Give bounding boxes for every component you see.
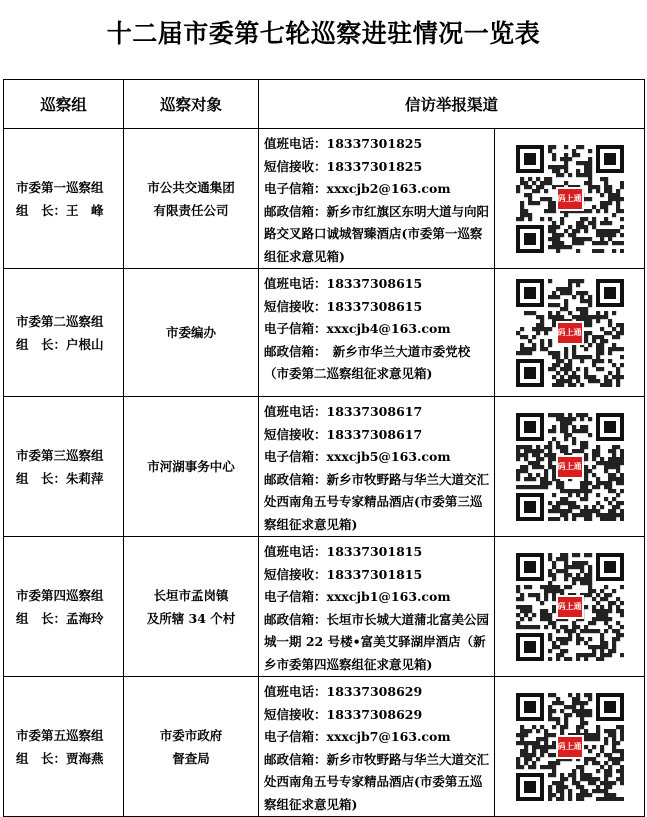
group-cell [4,537,124,677]
group-name: 市委第一巡察组 [16,179,104,195]
qr-code-icon[interactable] [516,553,624,661]
header-group: 巡察组 [4,80,124,129]
duty-phone: 值班电话：18337301825 [264,136,423,151]
qr-cell [495,677,645,817]
postal-box: 邮政信箱：新乡市牧野路与华兰大道交汇处西南角五号专家精品酒店(市委第五巡察组征求意见箱) [264,751,490,812]
channel-cell [259,129,495,269]
qr-cell [495,397,645,537]
target-cell [124,677,259,817]
email-address: 电子信箱：xxxcjb7@163.com [264,729,451,744]
email-address: 电子信箱：xxxcjb2@163.com [264,181,451,196]
target-line: 及所辖 34 个村 [146,610,236,626]
sms-number: 短信接收：18337301825 [264,158,423,174]
channel-cell [259,677,495,817]
table-row [4,677,645,817]
group-name: 市委第四巡察组 [16,587,104,603]
duty-phone: 值班电话：18337308629 [264,684,423,699]
sms-number: 短信接收：18337308615 [264,298,423,314]
qr-cell [495,129,645,269]
qr-cell [495,537,645,677]
qr-badge: 码上通 [556,187,584,211]
postal-box: 邮政信箱：新乡市牧野路与华兰大道交汇处西南角五号专家精品酒店(市委第三巡察组征求意见箱) [264,471,490,532]
sms-number: 短信接收：18337301815 [264,566,423,582]
group-cell [4,397,124,537]
sms-number: 短信接收：18337308617 [264,426,423,442]
qr-code-icon[interactable] [516,413,624,521]
qr-code-icon[interactable] [516,279,624,387]
table-row [4,269,645,397]
page-title: 十二届市委第七轮巡察进驻情况一览表 [106,19,541,48]
duty-phone: 值班电话：18337301815 [264,544,423,559]
email-address: 电子信箱：xxxcjb5@163.com [264,449,451,464]
qr-code-icon[interactable] [516,145,624,253]
group-name: 市委第五巡察组 [16,727,104,743]
duty-phone: 值班电话：18337308615 [264,276,423,291]
group-cell [4,677,124,817]
target-line: 市公共交通集团 [147,179,235,195]
target-line: 市委市政府 [159,727,223,743]
group-name: 市委第二巡察组 [16,313,104,329]
group-leader: 组 长：孟海玲 [16,610,104,626]
table-header-row [4,80,645,129]
target-line: 市河湖事务中心 [147,459,235,474]
header-channel: 信访举报渠道 [259,80,645,129]
table-row [4,397,645,537]
target-cell [124,269,259,397]
target-cell [124,397,259,537]
qr-badge: 码上通 [556,595,584,619]
postal-box: 邮政信箱：长垣市长城大道蒲北富美公园城一期 22 号楼•富美艾驿湖岸酒店（新乡市委第四巡察组征求意见箱) [264,611,490,672]
channel-cell [259,269,495,397]
target-cell [124,537,259,677]
inspection-table [3,79,645,817]
target-line: 长垣市孟岗镇 [153,587,229,603]
qr-badge: 码上通 [556,321,584,345]
target-cell [124,129,259,269]
duty-phone: 值班电话：18337308617 [264,404,423,419]
email-address: 电子信箱：xxxcjb1@163.com [264,589,451,604]
group-cell [4,269,124,397]
target-line: 有限责任公司 [153,202,229,218]
qr-code-icon[interactable] [516,693,624,801]
email-address: 电子信箱：xxxcjb4@163.com [264,321,451,336]
qr-badge: 码上通 [556,735,584,759]
qr-badge: 码上通 [556,455,584,479]
target-line: 督查局 [172,750,210,766]
group-leader: 组 长：贾海燕 [16,750,104,766]
group-cell [4,129,124,269]
sms-number: 短信接收：18337308629 [264,706,423,722]
table-row [4,129,645,269]
qr-cell [495,269,645,397]
target-line: 市委编办 [165,325,216,340]
channel-cell [259,537,495,677]
group-leader: 组 长：户根山 [16,336,104,352]
header-target: 巡察对象 [124,80,259,129]
group-leader: 组 长：朱莉萍 [16,470,104,486]
group-name: 市委第三巡察组 [16,447,104,463]
table-row [4,537,645,677]
postal-box: 邮政信箱：新乡市红旗区东明大道与向阳路交叉路口诚城智臻酒店(市委第一巡察组征求意见箱) [264,203,490,264]
channel-cell [259,397,495,537]
postal-box: 邮政信箱： 新乡市华兰大道市委党校（市委第二巡察组征求意见箱) [264,343,471,381]
group-leader: 组 长：王 峰 [16,202,104,218]
